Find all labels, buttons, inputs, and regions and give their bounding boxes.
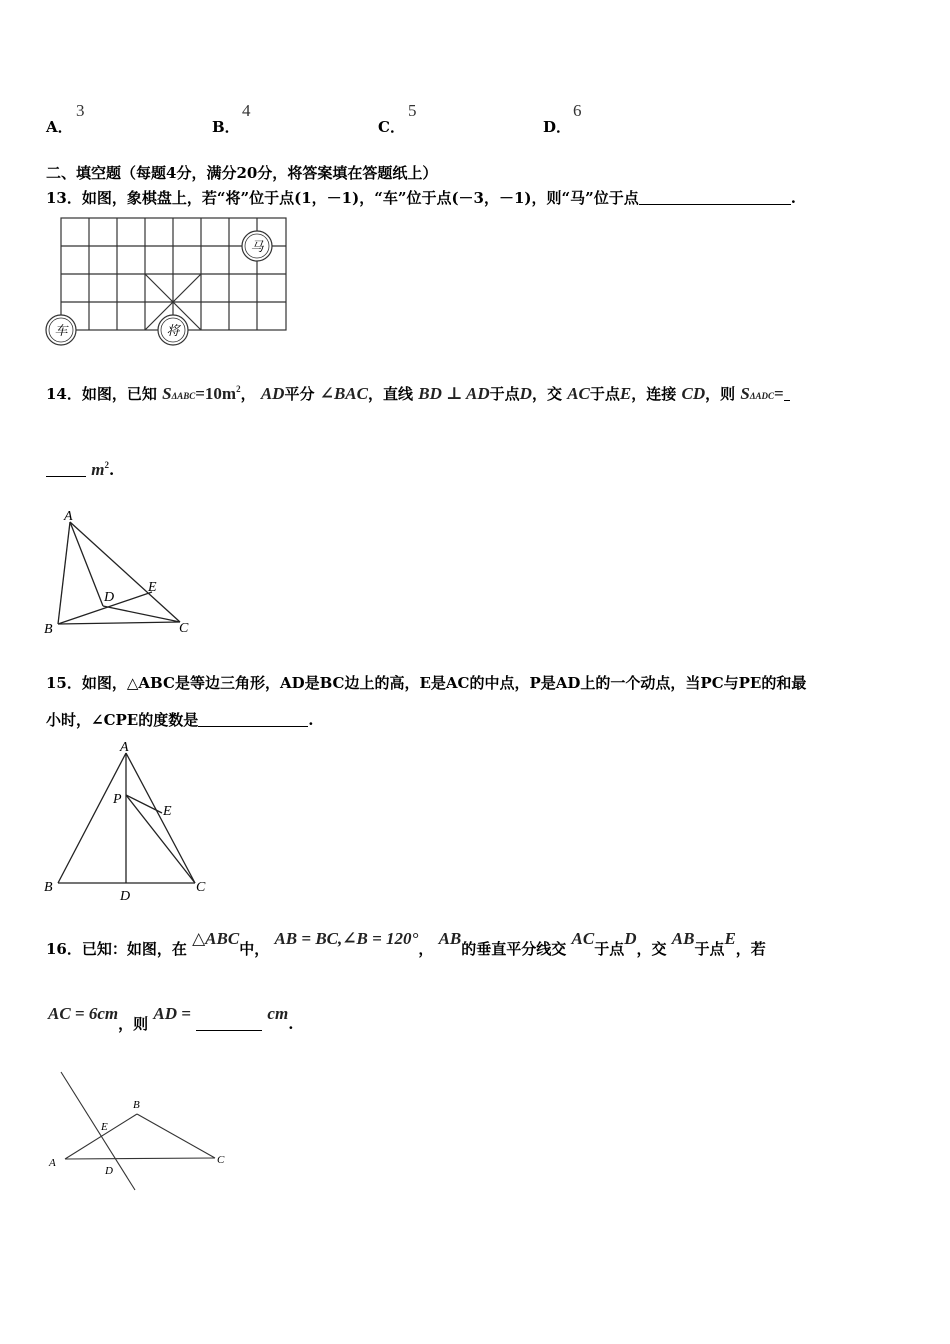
q14-cd: CD <box>681 384 706 403</box>
q14-d: D <box>519 384 532 403</box>
q16-ad-eq: AD = <box>153 1004 191 1023</box>
q14-t-line: ，直线 <box>367 385 413 403</box>
q14-label-c: C <box>179 621 189 636</box>
q16-perp-bisector-line <box>61 1072 135 1190</box>
q16-label-b: B <box>133 1099 140 1111</box>
q14-answer-blank[interactable] <box>46 462 86 477</box>
q14-bd-perp-ad: BD ⊥ AD <box>418 384 490 403</box>
q16-seg-bc <box>137 1114 215 1158</box>
q16-ab: AB <box>438 929 462 948</box>
q14-s-abc-sub: ΔABC <box>171 391 196 401</box>
q15-seg-pe <box>126 795 162 813</box>
q15-label-d: D <box>120 889 131 904</box>
q15-answer-blank[interactable] <box>198 712 308 727</box>
q14-eq: = <box>774 384 784 403</box>
q14-seg-ad <box>70 522 103 606</box>
q14-eq-val: =10m <box>195 384 237 403</box>
option-c-label: C． <box>378 118 405 136</box>
q14-angle-bac: ∠BAC <box>319 384 368 403</box>
section-heading: 二、填空题（每题4分，满分20分，将答案填在答题纸上） <box>46 164 438 182</box>
q14-blank-start[interactable] <box>784 386 790 401</box>
q14-ad: AD <box>260 384 285 403</box>
q15-seg-pc <box>126 795 195 883</box>
q14-e: E <box>619 384 632 403</box>
q14-seg-bc <box>58 622 180 624</box>
q14-line2 <box>46 460 114 480</box>
q15-label-c: C <box>196 880 206 895</box>
q16-num: 16．已知：如图，在 <box>46 940 187 958</box>
q15-stem: 小时，∠CPE的度数是 <box>46 711 199 729</box>
q16-label-c: C <box>217 1154 225 1166</box>
q13-chessboard-figure <box>40 210 300 350</box>
q15-seg-ab <box>58 753 126 883</box>
q16-t-in: 中， <box>239 940 270 958</box>
option-b-label: B． <box>212 118 240 136</box>
q14-s-abc <box>162 384 195 403</box>
q14-t-then: ，则 <box>705 385 736 403</box>
q15-label-e: E <box>163 804 172 819</box>
q16-tri: △ABC <box>192 929 240 948</box>
q15-line2 <box>46 709 313 730</box>
q16-label-e: E <box>101 1121 108 1133</box>
piece-ma <box>242 231 272 261</box>
q15-end: . <box>308 711 314 729</box>
option-d-value: 6 <box>573 101 582 120</box>
option-a-label: A． <box>46 118 73 136</box>
q16-end: . <box>288 1015 294 1033</box>
q14-t-cross: ，交 <box>531 385 562 403</box>
piece-jiang-label: 将 <box>166 324 180 339</box>
q16-bisector-figure <box>45 1062 245 1197</box>
q16-e: E <box>724 929 736 948</box>
q16-t-perp-bisector: 的垂直平分线交 <box>461 940 567 958</box>
option-b-value: 4 <box>242 101 251 120</box>
q14-triangle-figure <box>40 505 210 640</box>
q13-end: . <box>790 189 797 207</box>
q14-line1 <box>46 383 790 404</box>
q14-seg-ac <box>70 522 180 622</box>
q14-ac: AC <box>567 384 590 403</box>
q16-ac: AC <box>571 929 595 948</box>
q15-equilateral-figure <box>40 735 220 905</box>
q14-t-bisect: 平分 <box>284 385 315 403</box>
q14-s-adc-sub: ΔADC <box>749 391 774 401</box>
q16-unit: cm <box>267 1004 289 1023</box>
q16-answer-blank[interactable] <box>196 1016 262 1031</box>
q13-stem: 13．如图，象棋盘上，若“将”位于点(1，－1)，“车”位于点(－3，－1)，则“马”位于点 <box>46 189 639 207</box>
piece-ma-label: 马 <box>250 240 264 255</box>
q14-label-b: B <box>44 622 53 637</box>
q14-label-e: E <box>148 580 157 595</box>
q16-comma: ， <box>418 940 434 958</box>
q14-label-d: D <box>104 590 115 605</box>
q15-label-a: A <box>120 740 129 755</box>
q15-label-b: B <box>44 880 53 895</box>
q14-t-at-point: 于点 <box>489 385 520 403</box>
q15-seg-ac <box>126 753 195 883</box>
option-a-value: 3 <box>76 101 85 120</box>
piece-jiang <box>158 315 188 345</box>
option-c-value: 5 <box>408 101 417 120</box>
q14-comma1: ， <box>240 385 256 403</box>
q16-ab2: AB <box>671 929 695 948</box>
q16-t-at-point: 于点 <box>594 940 625 958</box>
q14-s-adc-base: S <box>740 384 750 403</box>
q14-unit: m <box>91 460 105 479</box>
piece-che <box>46 315 76 345</box>
q16-label-d: D <box>105 1165 113 1177</box>
q15-label-p: P <box>113 792 122 807</box>
option-d-label: D． <box>543 118 572 136</box>
q16-t-if: ，若 <box>735 940 766 958</box>
q15-line1: 15．如图，△ABC是等边三角形，AD是BC边上的高，E是AC的中点，P是AD上的一个动点，当PC与PE的和最 <box>46 674 807 692</box>
q14-seg-ab <box>58 522 70 624</box>
q14-label-a: A <box>64 509 73 524</box>
q14-s-abc-base: S <box>162 384 172 403</box>
q14-seg-dc <box>103 606 180 622</box>
q14-s-adc <box>740 384 774 403</box>
q16-seg-ac <box>65 1158 215 1159</box>
q16-t-at-point2: 于点 <box>694 940 725 958</box>
q16-t-cross: ，交 <box>636 940 667 958</box>
q16-t-then: ，则 <box>118 1015 149 1033</box>
q14-end: . <box>108 461 115 479</box>
q14-t-at-point2: 于点 <box>589 385 620 403</box>
piece-che-label: 车 <box>54 324 68 339</box>
q16-d: D <box>624 929 637 948</box>
q16-line2 <box>48 1004 294 1034</box>
q16-line1 <box>46 929 766 959</box>
q16-label-a: A <box>49 1157 56 1169</box>
q14-t-connect: ，连接 <box>631 385 677 403</box>
q14-unit-sq: 2 <box>104 460 109 470</box>
q16-cond1: AB = BC <box>274 929 338 948</box>
q14-num: 14．如图，已知 <box>46 385 157 403</box>
q16-ac-val: AC = 6cm <box>48 1004 119 1023</box>
q16-cond2: ,∠B = 120° <box>338 929 419 948</box>
q13-answer-blank[interactable] <box>639 190 791 205</box>
q13-text <box>46 187 796 208</box>
q14-sq: 2 <box>236 384 241 394</box>
